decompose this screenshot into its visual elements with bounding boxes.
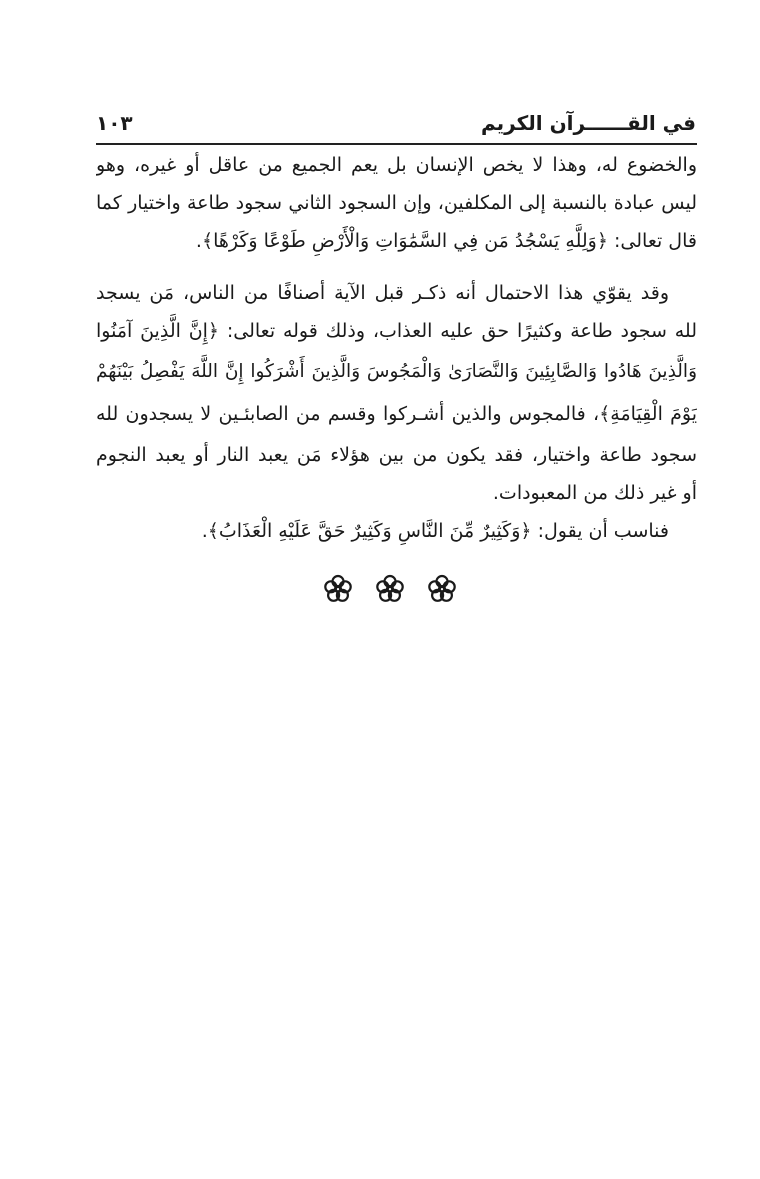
text-line: قال تعالى: ﴿وَلِلَّهِ يَسْجُدُ مَن فِي السَّمَٰوَاتِ وَالْأَرْضِ طَوْعًا وَكَرْهًا﴾. xyxy=(195,230,697,252)
flower-ornament-icon xyxy=(426,573,458,605)
running-title: في القــــــرآن الكريم xyxy=(480,111,696,135)
flower-ornament-icon xyxy=(322,573,354,605)
page-number: ١٠٣ xyxy=(96,111,133,135)
body-text xyxy=(96,146,697,550)
text-line: سجود طاعة واختيار، فقد يكون من بين هؤلاء مَن يعبد النار أو يعبد النجوم xyxy=(96,444,697,466)
paragraph-gap xyxy=(96,260,697,274)
running-header xyxy=(96,108,696,142)
text-line: وَالَّذِينَ هَادُوا وَالصَّابِئِينَ وَالنَّصَارَىٰ وَالْمَجُوسَ وَالَّذِينَ أَشْرَكُوا إِنَّ اللَّهَ يَفْصِلُ بَيْنَهُمْ xyxy=(96,361,697,382)
text-line: يَوْمَ الْقِيَامَةِ﴾، فالمجوس والذين أشـركوا وقسم من الصابئـين لا يسجدون لله xyxy=(96,403,697,425)
text-line: لله سجود طاعة وكثيرًا حق عليه العذاب، وذلك قوله تعالى: ﴿إِنَّ الَّذِينَ آمَنُوا xyxy=(96,320,697,342)
flower-ornament-icon xyxy=(374,573,406,605)
header-divider xyxy=(96,143,697,145)
text-line: فناسب أن يقول: ﴿وَكَثِيرٌ مِّنَ النَّاسِ وَكَثِيرٌ حَقَّ عَلَيْهِ الْعَذَابُ﴾. xyxy=(201,520,669,542)
text-line: أو غير ذلك من المعبودات. xyxy=(492,482,697,504)
text-line: والخضوع له، وهذا لا يخص الإنسان بل يعم الجميع من عاقل أو غيره، وهو xyxy=(96,154,697,176)
text-line: ليس عبادة بالنسبة إلى المكلفين، وإن السجود الثاني سجود طاعة واختيار كما xyxy=(96,192,697,214)
section-end-ornaments xyxy=(322,572,458,606)
text-line: وقد يقوّي هذا الاحتمال أنه ذكـر قبل الآية أصنافًا من الناس، مَن يسجد xyxy=(96,282,669,304)
